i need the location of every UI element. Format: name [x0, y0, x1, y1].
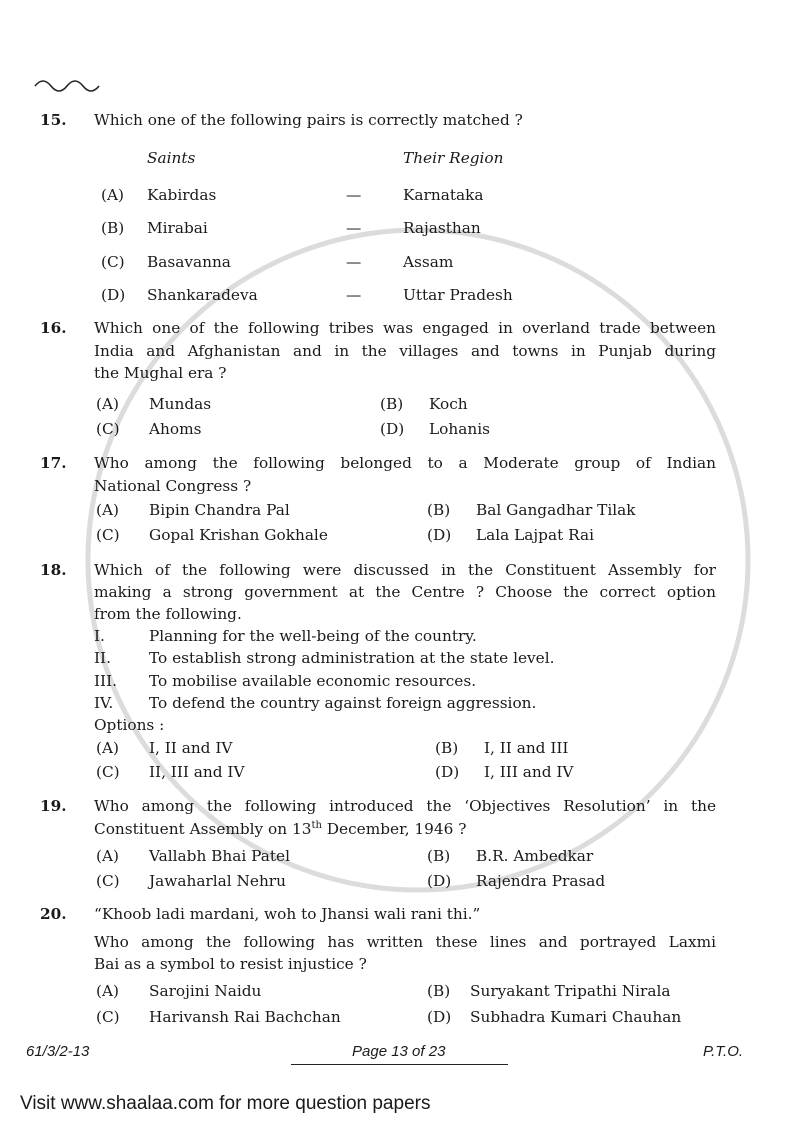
- option-text: Koch: [429, 395, 468, 413]
- question-number: 20.: [40, 905, 67, 923]
- text-part: Constituent Assembly on 13: [94, 820, 312, 838]
- question-number: 15.: [40, 111, 67, 129]
- option-label: (A): [96, 395, 119, 413]
- option-label: (B): [427, 982, 451, 1000]
- option-text: Mundas: [149, 395, 212, 413]
- region-name: Karnataka: [403, 186, 484, 204]
- region-name: Uttar Pradesh: [403, 286, 513, 304]
- region-name: Assam: [403, 253, 454, 271]
- wavy-line-icon: [32, 72, 152, 102]
- option-text: I, II and III: [484, 739, 569, 757]
- option-label: (A): [96, 982, 119, 1000]
- superscript: th: [311, 819, 322, 831]
- option-label: (C): [96, 763, 120, 781]
- dash: —: [346, 286, 362, 304]
- page-number: Page 13 of 23: [352, 1043, 446, 1060]
- option-label: (D): [427, 872, 452, 890]
- item-number: II.: [94, 649, 111, 667]
- question-number: 18.: [40, 561, 67, 579]
- option-text: Bipin Chandra Pal: [149, 501, 290, 519]
- option-label: (D): [101, 286, 126, 304]
- question-line: Which of the following were discussed in the Constituent Assembly for: [94, 561, 716, 579]
- item-number: IV.: [94, 694, 114, 712]
- option-label: (C): [101, 253, 125, 271]
- question-line: Who among the following belonged to a Moderate group of Indian: [94, 454, 716, 472]
- option-text: Lala Lajpat Rai: [476, 526, 594, 544]
- item-number: III.: [94, 672, 117, 690]
- option-text: Harivansh Rai Bachchan: [149, 1008, 341, 1026]
- dash: —: [346, 219, 362, 237]
- option-label: (D): [427, 526, 452, 544]
- option-text: Rajendra Prasad: [476, 872, 606, 890]
- question-number: 19.: [40, 797, 67, 815]
- option-label: (B): [380, 395, 404, 413]
- column-header: Saints: [147, 149, 196, 167]
- option-label: (A): [96, 501, 119, 519]
- visit-link[interactable]: Visit www.shaalaa.com for more question papers: [20, 1093, 431, 1114]
- question-line: National Congress ?: [94, 477, 252, 495]
- option-label: (C): [96, 526, 120, 544]
- item-number: I.: [94, 627, 105, 645]
- question-line: India and Afghanistan and in the villages and towns in Punjab during: [94, 342, 716, 360]
- question-number: 16.: [40, 319, 67, 337]
- option-text: II, III and IV: [149, 763, 245, 781]
- option-text: Bal Gangadhar Tilak: [476, 501, 636, 519]
- question-text: Which one of the following pairs is correctly matched ?: [94, 111, 523, 129]
- saint-name: Kabirdas: [147, 186, 217, 204]
- item-text: Planning for the well-being of the country.: [149, 627, 477, 645]
- question-number: 17.: [40, 454, 67, 472]
- option-text: Lohanis: [429, 420, 490, 438]
- option-label: (D): [427, 1008, 452, 1026]
- saint-name: Mirabai: [147, 219, 208, 237]
- question-line: Who among the following has written these lines and portrayed Laxmi: [94, 933, 716, 951]
- option-text: Sarojini Naidu: [149, 982, 262, 1000]
- options-label: Options :: [94, 716, 165, 734]
- saint-name: Basavanna: [147, 253, 231, 271]
- question-line: from the following.: [94, 605, 242, 623]
- paper-code: 61/3/2-13: [26, 1043, 90, 1060]
- quote: “Khoob ladi mardani, woh to Jhansi wali rani thi.”: [94, 905, 481, 923]
- question-line: [94, 818, 466, 840]
- option-label: (A): [96, 739, 119, 757]
- saint-name: Shankaradeva: [147, 286, 258, 304]
- question-line: the Mughal era ?: [94, 364, 227, 382]
- footer-divider: [291, 1064, 508, 1065]
- option-label: (B): [427, 501, 451, 519]
- region-name: Rajasthan: [403, 219, 481, 237]
- option-label: (C): [96, 872, 120, 890]
- question-line: Who among the following introduced the ‘Objectives Resolution’ in the: [94, 797, 716, 815]
- dash: —: [346, 186, 362, 204]
- option-text: Jawaharlal Nehru: [149, 872, 286, 890]
- option-text: I, II and IV: [149, 739, 233, 757]
- item-text: To defend the country against foreign aggression.: [149, 694, 537, 712]
- option-label: (C): [96, 420, 120, 438]
- pto: P.T.O.: [703, 1043, 744, 1060]
- question-line: making a strong government at the Centre ? Choose the correct option: [94, 583, 716, 601]
- text-part: December, 1946 ?: [321, 820, 467, 838]
- option-label: (B): [101, 219, 125, 237]
- option-label: (B): [435, 739, 459, 757]
- option-label: (D): [380, 420, 405, 438]
- question-line: Bai as a symbol to resist injustice ?: [94, 955, 367, 973]
- option-label: (D): [435, 763, 460, 781]
- option-label: (B): [427, 847, 451, 865]
- option-label: (A): [96, 847, 119, 865]
- item-text: To mobilise available economic resources.: [149, 672, 477, 690]
- option-label: (C): [96, 1008, 120, 1026]
- dash: —: [346, 253, 362, 271]
- option-text: I, III and IV: [484, 763, 574, 781]
- option-text: Suryakant Tripathi Nirala: [470, 982, 671, 1000]
- option-text: Vallabh Bhai Patel: [149, 847, 290, 865]
- option-text: B.R. Ambedkar: [476, 847, 594, 865]
- question-line: Which one of the following tribes was engaged in overland trade between: [94, 319, 716, 337]
- option-text: Subhadra Kumari Chauhan: [470, 1008, 682, 1026]
- option-text: Ahoms: [149, 420, 202, 438]
- item-text: To establish strong administration at the state level.: [149, 649, 555, 667]
- column-header: Their Region: [403, 149, 504, 167]
- option-label: (A): [101, 186, 124, 204]
- option-text: Gopal Krishan Gokhale: [149, 526, 328, 544]
